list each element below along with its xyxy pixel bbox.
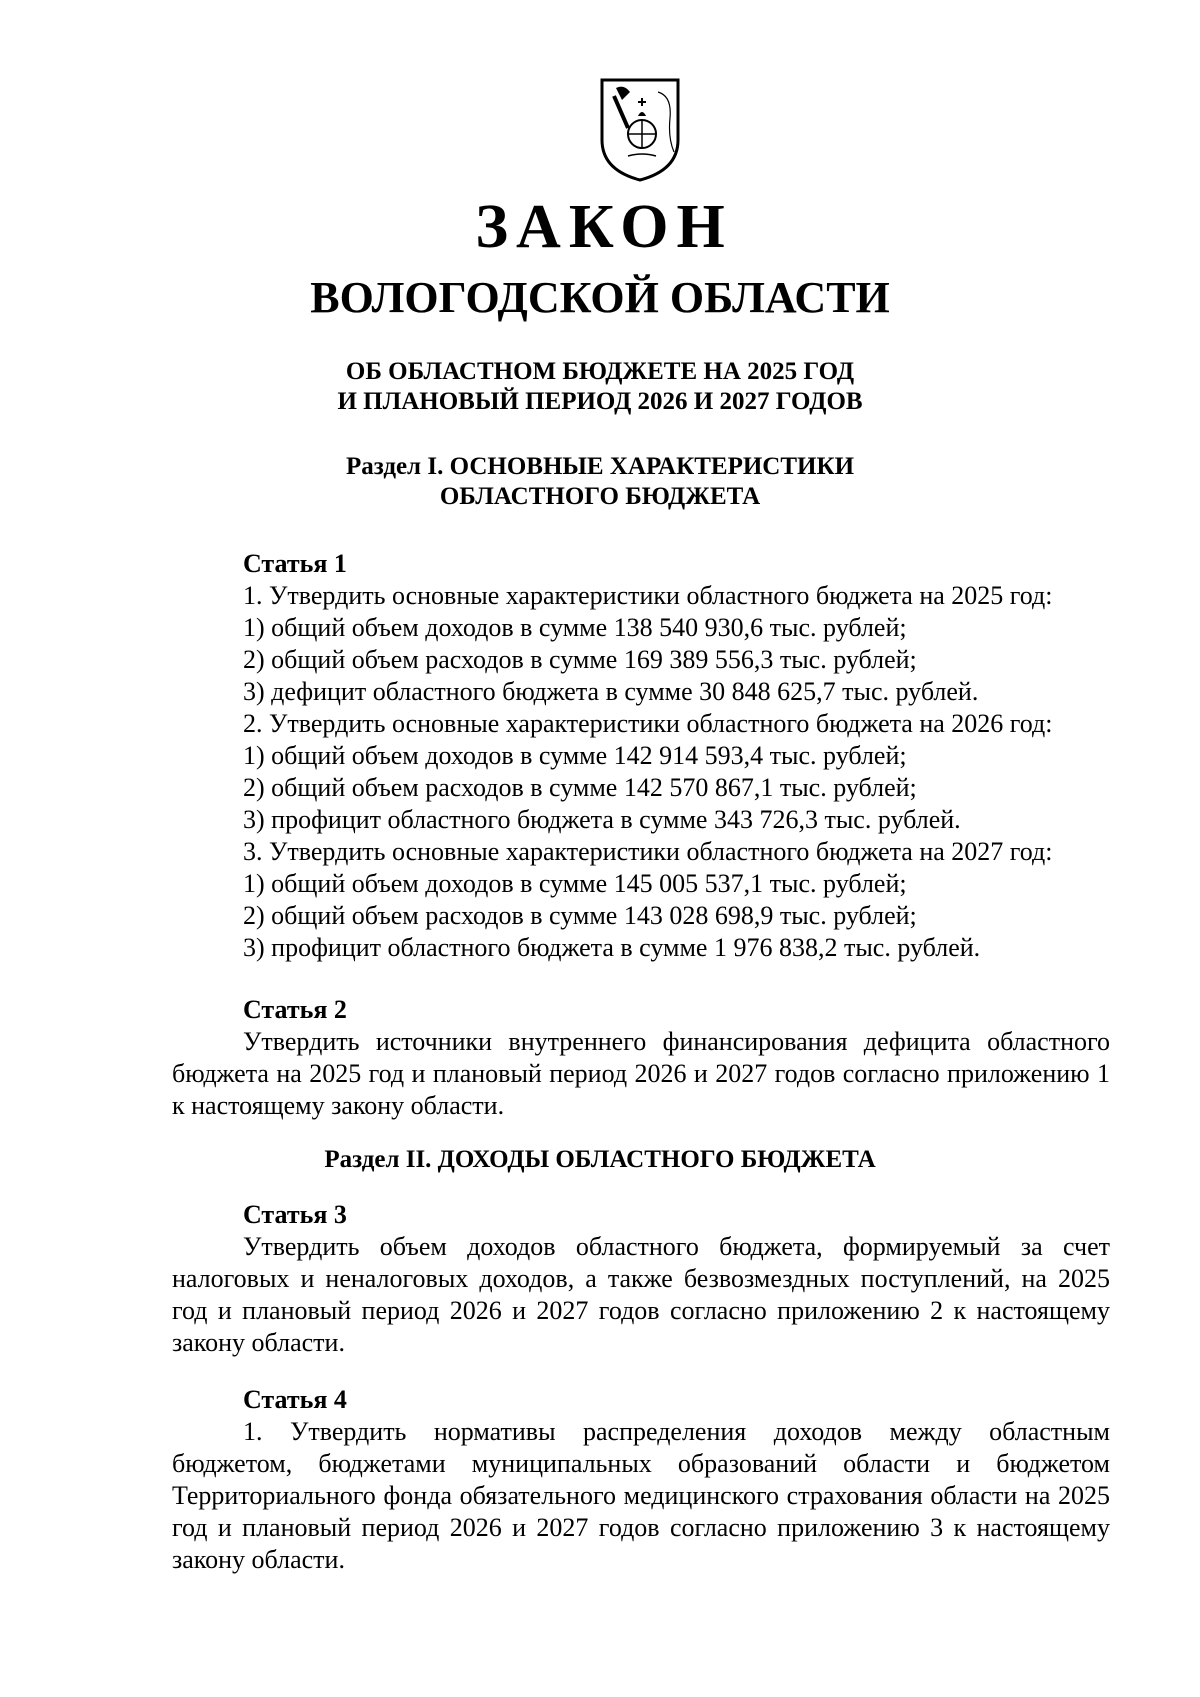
article-4: [172, 1384, 1110, 1576]
section-heading-line: ОБЛАСТНОГО БЮДЖЕТА: [439, 483, 761, 510]
law-subtitle: [0, 357, 1200, 417]
article-heading: Статья 4: [243, 1385, 347, 1414]
section-1-heading: [0, 452, 1200, 512]
article-line: 2) общий объем расходов в сумме 142 570 867,1 тыс. рублей;: [243, 773, 917, 802]
law-title: ЗАКОН: [475, 193, 733, 261]
article-line: 1) общий объем доходов в сумме 142 914 593,4 тыс. рублей;: [243, 741, 907, 770]
article-paragraph: Утвердить источники внутреннего финансирования дефицита областного бюджета на 2025 год и плановый период 2026 и 2027 годов согласно приложению 1 к настоящему закону области.: [172, 1027, 1110, 1120]
article-heading: Статья 2: [243, 995, 347, 1024]
article-line: 1) общий объем доходов в сумме 145 005 537,1 тыс. рублей;: [243, 869, 907, 898]
subtitle-line: И ПЛАНОВЫЙ ПЕРИОД 2026 И 2027 ГОДОВ: [337, 388, 863, 415]
article-line: 2) общий объем расходов в сумме 169 389 556,3 тыс. рублей;: [243, 645, 917, 674]
article-line: 1) общий объем доходов в сумме 138 540 930,6 тыс. рублей;: [243, 613, 907, 642]
article-line: 3) дефицит областного бюджета в сумме 30 848 625,7 тыс. рублей.: [243, 677, 979, 706]
subtitle-line: ОБ ОБЛАСТНОМ БЮДЖЕТЕ НА 2025 ГОД: [345, 358, 855, 385]
article-paragraph: 1. Утвердить нормативы распределения доходов между областным бюджетом, бюджетами муниципальных образований области и бюджетом Территориального фонда обязательного медицинского страхования области на 2025 год и плановый период 2026 и 2027 годов согласно приложению 3 к настоящему закону области.: [172, 1417, 1110, 1574]
article-1: [172, 548, 1110, 964]
section-heading-line: Раздел II. ДОХОДЫ ОБЛАСТНОГО БЮДЖЕТА: [324, 1146, 876, 1173]
article-line: 2. Утвердить основные характеристики областного бюджета на 2026 год:: [243, 709, 1053, 738]
article-line: 3) профицит областного бюджета в сумме 343 726,3 тыс. рублей.: [243, 805, 961, 834]
region-title: ВОЛОГОДСКОЙ ОБЛАСТИ: [310, 273, 890, 322]
article-3: [172, 1199, 1110, 1359]
article-line: 2) общий объем расходов в сумме 143 028 698,9 тыс. рублей;: [243, 901, 917, 930]
coat-of-arms-emblem: [598, 78, 682, 182]
article-heading: Статья 1: [243, 549, 347, 578]
article-line: 3. Утвердить основные характеристики областного бюджета на 2027 год:: [243, 837, 1053, 866]
section-2-heading: [0, 1145, 1200, 1175]
article-line: 1. Утвердить основные характеристики областного бюджета на 2025 год:: [243, 581, 1053, 610]
section-heading-line: Раздел I. ОСНОВНЫЕ ХАРАКТЕРИСТИКИ: [345, 453, 855, 480]
article-heading: Статья 3: [243, 1200, 347, 1229]
article-paragraph: Утвердить объем доходов областного бюджета, формируемый за счет налоговых и неналоговых доходов, а также безвозмездных поступлений, на 2025 год и плановый период 2026 и 2027 годов согласно приложению 2 к настоящему закону области.: [172, 1232, 1110, 1357]
article-line: 3) профицит областного бюджета в сумме 1 976 838,2 тыс. рублей.: [243, 933, 981, 962]
article-2: [172, 994, 1110, 1122]
